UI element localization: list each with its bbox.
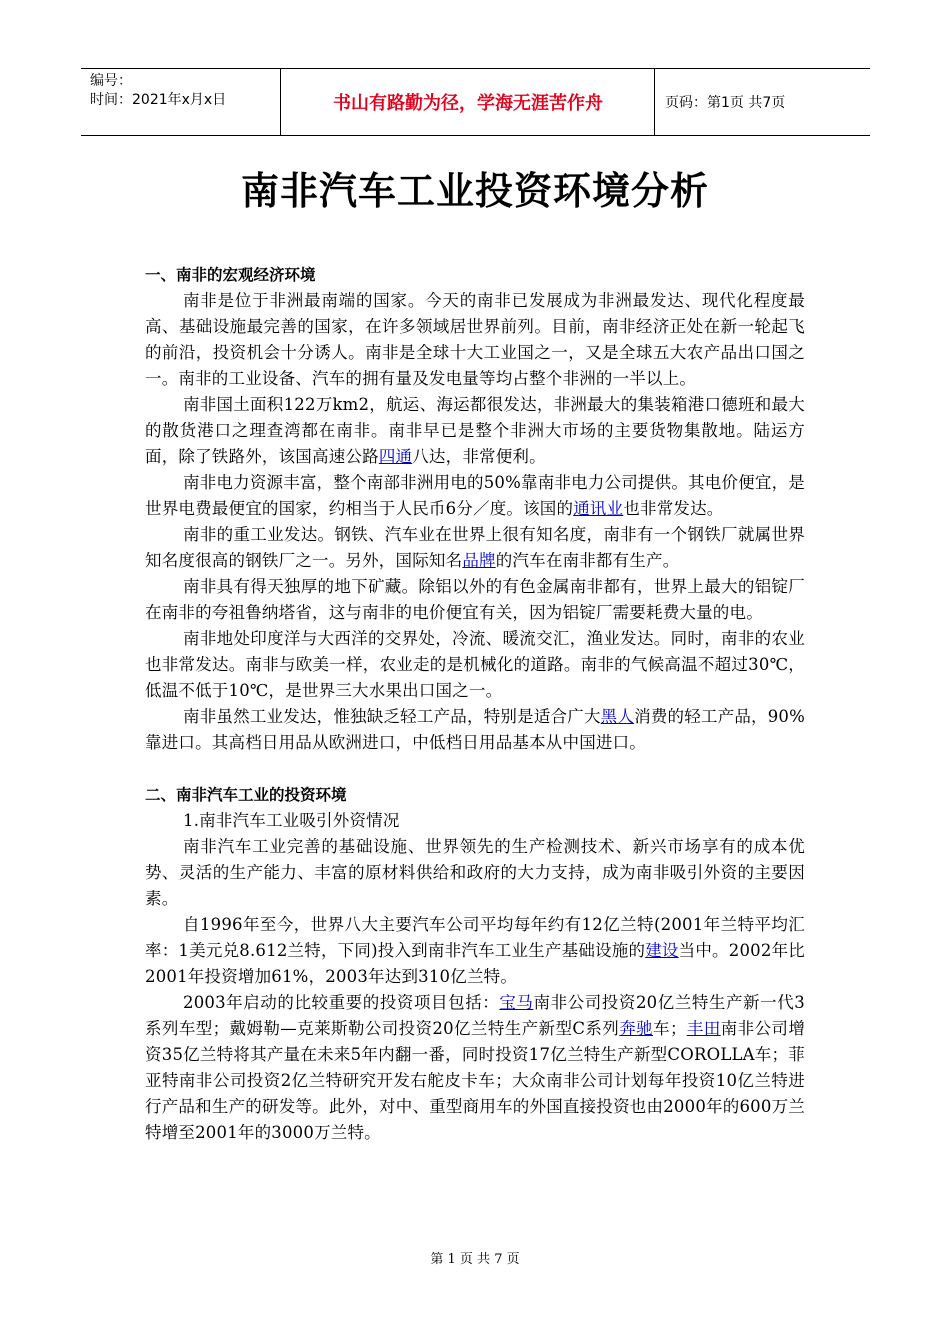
spacer [145, 756, 805, 782]
paragraph: 南非是位于非洲最南端的国家。今天的南非已发展成为非洲最发达、现代化程度最高、基础设施最完善的国家，在许多领域居世界前列。目前，南非经济正处在新一轮起飞的前沿，投资机会十分诱人。南非是全球十大工业国之一，又是全球五大农产品出口国之一。南非的工业设备、汽车的拥有量及发电量等均占整个非洲的一半以上。 [145, 291, 805, 388]
header-number: 编号： [90, 73, 132, 89]
page-header [81, 68, 870, 136]
link-brand[interactable]: 品牌 [462, 551, 496, 570]
document-title: 南非汽车工业投资环境分析 [240, 169, 709, 213]
document-body [145, 262, 805, 1146]
section-heading-1: 一、南非的宏观经济环境 [145, 266, 316, 284]
link-sitong[interactable]: 四通 [378, 447, 413, 466]
paragraph: 南非电力资源丰富，整个南部非洲用电的50%靠南非电力公司提供。其电价便宜，是世界电费最便宜的国家，约相当于人民币6分／度。该国的通讯业也非常发达。 [145, 473, 805, 518]
header-motto: 书山有路勤为径，学海无涯苦作舟 [282, 69, 655, 135]
link-telecom[interactable]: 通讯业 [573, 499, 624, 518]
header-time: 时间：2021年x月x日 [90, 92, 227, 108]
paragraph: 南非具有得天独厚的地下矿藏。除铝以外的有色金属南非都有，世界上最大的铝锭厂在南非的夸祖鲁纳塔省，这与南非的电价便宜有关，因为铝锭厂需要耗费大量的电。 [145, 577, 805, 622]
section-heading-2: 二、南非汽车工业的投资环境 [145, 786, 347, 804]
header-meta [81, 69, 281, 135]
paragraph: 2003年启动的比较重要的投资项目包括：宝马南非公司投资20亿兰特生产新一代3系列车型；戴姆勒—克莱斯勒公司投资20亿兰特生产新型C系列奔驰车；丰田南非公司增资35亿兰特将其产量在未来5年内翻一番，同时投资17亿兰特生产新型COROLLA车；菲亚特南非公司投资2亿兰特研究开发右舵皮卡车；大众南非公司计划每年投资10亿兰特进行产品和生产的研发等。此外，对中、重型商用车的外国直接投资也由2000年的600万兰特增至2001年的3000万兰特。 [145, 993, 806, 1142]
link-bmw[interactable]: 宝马 [499, 993, 534, 1012]
paragraph: 自1996年至今，世界八大主要汽车公司平均每年约有12亿兰特(2001年兰特平均汇率：1美元兑8.612兰特，下同)投入到南非汽车工业生产基础设施的建设当中。2002年比2001年投资增加61%，2003年达到310亿兰特。 [145, 915, 805, 986]
paragraph: 南非虽然工业发达，惟独缺乏轻工产品，特别是适合广大黑人消费的轻工产品，90%靠进口。其高档日用品从欧洲进口，中低档日用品基本从中国进口。 [145, 707, 806, 752]
paragraph: 南非地处印度洋与大西洋的交界处，冷流、暖流交汇，渔业发达。同时，南非的农业也非常发达。南非与欧美一样，农业走的是机械化的道路。南非的气候高温不超过30℃，低温不低于10℃，是世界三大水果出口国之一。 [145, 629, 805, 700]
link-black-people[interactable]: 黑人 [600, 707, 635, 726]
link-benz[interactable]: 奔驰 [619, 1019, 654, 1038]
page-footer: 第 1 页 共 7 页 [430, 1252, 520, 1267]
header-page-number: 页码：第1页 共7页 [665, 95, 786, 111]
paragraph: 南非国土面积122万km2，航运、海运都很发达，非洲最大的集装箱港口德班和最大的散货港口之理查湾都在南非。南非早已是整个非洲大市场的主要货物集散地。陆运方面，除了铁路外，该国高速公路四通八达，非常便利。 [145, 395, 805, 466]
link-construction[interactable]: 建设 [645, 941, 679, 960]
link-toyota[interactable]: 丰田 [686, 1019, 721, 1038]
subheading: 1.南非汽车工业吸引外资情况 [183, 811, 400, 830]
paragraph: 南非汽车工业完善的基础设施、世界领先的生产检测技术、新兴市场享有的成本优势、灵活的生产能力、丰富的原材料供给和政府的大力支持，成为南非吸引外资的主要因素。 [145, 837, 805, 908]
paragraph: 南非的重工业发达。钢铁、汽车业在世界上很有知名度，南非有一个钢铁厂就属世界知名度很高的钢铁厂之一。另外，国际知名品牌的汽车在南非都有生产。 [145, 525, 805, 570]
